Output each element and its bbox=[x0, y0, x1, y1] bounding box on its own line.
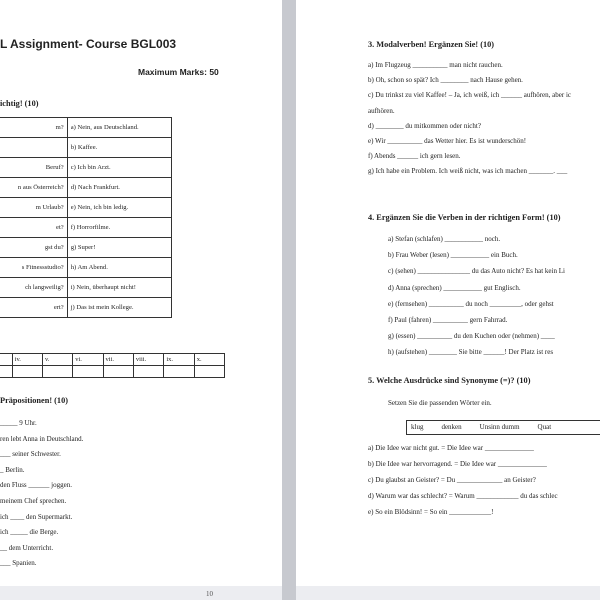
synonym-word: denken bbox=[441, 423, 462, 431]
matching-row bbox=[0, 138, 172, 158]
exercise-line: d) Warum war das schlecht? = Warum ____________ du das schlec bbox=[368, 492, 558, 500]
exercise-line: f) Abends ______ ich gern lesen. bbox=[368, 152, 461, 161]
answer-blank-cell[interactable] bbox=[164, 366, 194, 378]
exercise-line: a) Im Flugzeug __________ man nicht rauchen. bbox=[368, 61, 503, 69]
exercise-line: a) Stefan (schlafen) ___________ noch. bbox=[388, 235, 501, 243]
exercise-line: f) Paul (fahren) __________ gern Fahrrad. bbox=[388, 316, 508, 324]
answer-blank-cell[interactable] bbox=[194, 366, 224, 378]
matching-row bbox=[0, 218, 172, 238]
matching-row bbox=[0, 178, 172, 198]
left-page bbox=[0, 0, 282, 600]
answer-blank-cell[interactable] bbox=[12, 366, 42, 378]
exercise-line: c) Du glaubst an Geister? = Du _____________ an Geister? bbox=[368, 476, 536, 484]
exercise-line: g) Ich habe ein Problem. Ich weiß nicht, was ich machen _______. ___ bbox=[368, 167, 568, 176]
answer-option-cell: c) Ich bin Arzt. bbox=[67, 158, 171, 178]
synonym-word: Quat bbox=[537, 423, 552, 431]
exercise-line: e) (fernsehen) __________ du noch _________, oder gehst bbox=[388, 299, 554, 308]
page-footer-band bbox=[0, 586, 282, 600]
answer-header-cell: vii. bbox=[103, 354, 133, 366]
exercise-line: d) ________ du mitkommen oder nicht? bbox=[368, 121, 481, 130]
answer-option-cell: i) Nein, überhaupt nicht! bbox=[67, 278, 171, 298]
exercise-line: ich ____ den Supermarkt. bbox=[0, 512, 73, 521]
page-footer-band bbox=[296, 586, 600, 600]
matching-row bbox=[0, 238, 172, 258]
exercise-line: d) Anna (sprechen) ___________ gut Englisch. bbox=[388, 283, 521, 292]
answer-table bbox=[0, 353, 225, 378]
answer-header-cell bbox=[0, 354, 12, 366]
exercise-line: g) (essen) __________ du den Kuchen oder (nehmen) ____ bbox=[388, 332, 555, 341]
answer-blank-cell[interactable] bbox=[42, 366, 72, 378]
synonym-word: klug bbox=[411, 423, 424, 431]
answer-option-cell: j) Das ist mein Kollege. bbox=[67, 298, 171, 318]
section1-heading: ichtig! (10) bbox=[0, 99, 39, 108]
synonym-word-box bbox=[406, 420, 600, 435]
answer-blank-cell[interactable] bbox=[103, 366, 133, 378]
section5-heading: 5. Welche Ausdrücke sind Synonyme (=)? (10) bbox=[368, 376, 531, 385]
answer-option-cell: a) Nein, aus Deutschland. bbox=[67, 118, 171, 138]
question-cell: et? bbox=[0, 218, 67, 238]
question-cell bbox=[0, 138, 67, 158]
question-cell: ert? bbox=[0, 298, 67, 318]
question-cell: gst du? bbox=[0, 238, 67, 258]
section5-instruction: Setzen Sie die passenden Wörter ein. bbox=[388, 399, 492, 407]
matching-row bbox=[0, 298, 172, 318]
answer-header-cell: v. bbox=[42, 354, 72, 366]
exercise-line: aufhören. bbox=[368, 106, 395, 115]
right-page bbox=[296, 0, 600, 600]
assignment-title: L Assignment- Course BGL003 bbox=[0, 37, 177, 51]
exercise-line: _ Berlin. bbox=[0, 465, 25, 474]
answer-option-cell: b) Kaffee. bbox=[67, 138, 171, 158]
matching-row bbox=[0, 118, 172, 138]
matching-table bbox=[0, 117, 172, 318]
answer-option-cell: h) Am Abend. bbox=[67, 258, 171, 278]
section4-heading: 4. Ergänzen Sie die Verben in der richtigen Form! (10) bbox=[368, 213, 561, 222]
answer-blank-cell[interactable] bbox=[133, 366, 163, 378]
matching-row bbox=[0, 158, 172, 178]
exercise-line: ___ seiner Schwester. bbox=[0, 450, 61, 459]
section2-heading: Präpositionen! (10) bbox=[0, 396, 68, 405]
exercise-line: b) Die Idee war hervorragend. = Die Idee war ______________ bbox=[368, 460, 547, 468]
answer-option-cell: e) Nein, ich bin ledig. bbox=[67, 198, 171, 218]
page-number: 10 bbox=[206, 590, 213, 598]
exercise-line: c) Du trinkst zu viel Kaffee! – Ja, ich weiß, ich ______ aufhören, aber ic bbox=[368, 91, 571, 100]
answer-blank-cell[interactable] bbox=[0, 366, 12, 378]
exercise-line: e) Wir __________ das Wetter hier. Es ist wunderschön! bbox=[368, 137, 527, 145]
exercise-line: b) Frau Weber (lesen) ___________ ein Buch. bbox=[388, 251, 518, 260]
answer-blank-cell[interactable] bbox=[73, 366, 103, 378]
synonym-word: Unsinn dumm bbox=[479, 423, 520, 431]
question-cell: Beruf? bbox=[0, 158, 67, 178]
answer-option-cell: f) Horrorfilme. bbox=[67, 218, 171, 238]
question-cell: m? bbox=[0, 118, 67, 138]
answer-header-cell: vi. bbox=[73, 354, 103, 366]
exercise-line: den Fluss ______ joggen. bbox=[0, 481, 72, 490]
exercise-line: c) (sehen) _______________ du das Auto nicht? Es hat kein Li bbox=[388, 267, 565, 276]
answer-header-cell: viii. bbox=[133, 354, 163, 366]
maximum-marks: Maximum Marks: 50 bbox=[138, 67, 219, 77]
matching-row bbox=[0, 278, 172, 298]
answer-header-cell: ix. bbox=[164, 354, 194, 366]
section3-heading: 3. Modalverben! Ergänzen Sie! (10) bbox=[368, 40, 495, 49]
answer-option-cell: g) Super! bbox=[67, 238, 171, 258]
answer-header-cell: x. bbox=[194, 354, 224, 366]
exercise-line: meinem Chef sprechen. bbox=[0, 497, 67, 505]
exercise-line: ren lebt Anna in Deutschland. bbox=[0, 434, 84, 443]
exercise-line: ___ Spanien. bbox=[0, 559, 37, 568]
question-cell: m Urlaub? bbox=[0, 198, 67, 218]
answer-option-cell: d) Nach Frankfurt. bbox=[67, 178, 171, 198]
exercise-line: h) (aufstehen) ________ Sie bitte ______! Der Platz ist res bbox=[388, 348, 554, 357]
exercise-line: a) Die Idee war nicht gut. = Die Idee war ______________ bbox=[368, 444, 534, 452]
answer-header-cell: iv. bbox=[12, 354, 42, 366]
exercise-line: ich _____ die Berge. bbox=[0, 528, 59, 537]
exercise-line: e) So ein Blödsinn! = So ein ____________! bbox=[368, 508, 494, 516]
exercise-line: b) Oh, schon so spät? Ich ________ nach Hause gehen. bbox=[368, 76, 523, 85]
matching-row bbox=[0, 258, 172, 278]
question-cell: n aus Österreich? bbox=[0, 178, 67, 198]
question-cell: s Fitnessstudio? bbox=[0, 258, 67, 278]
matching-row bbox=[0, 198, 172, 218]
exercise-line: _____ 9 Uhr. bbox=[0, 419, 37, 427]
question-cell: ch langweilig? bbox=[0, 278, 67, 298]
exercise-line: __ dem Unterricht. bbox=[0, 543, 54, 552]
